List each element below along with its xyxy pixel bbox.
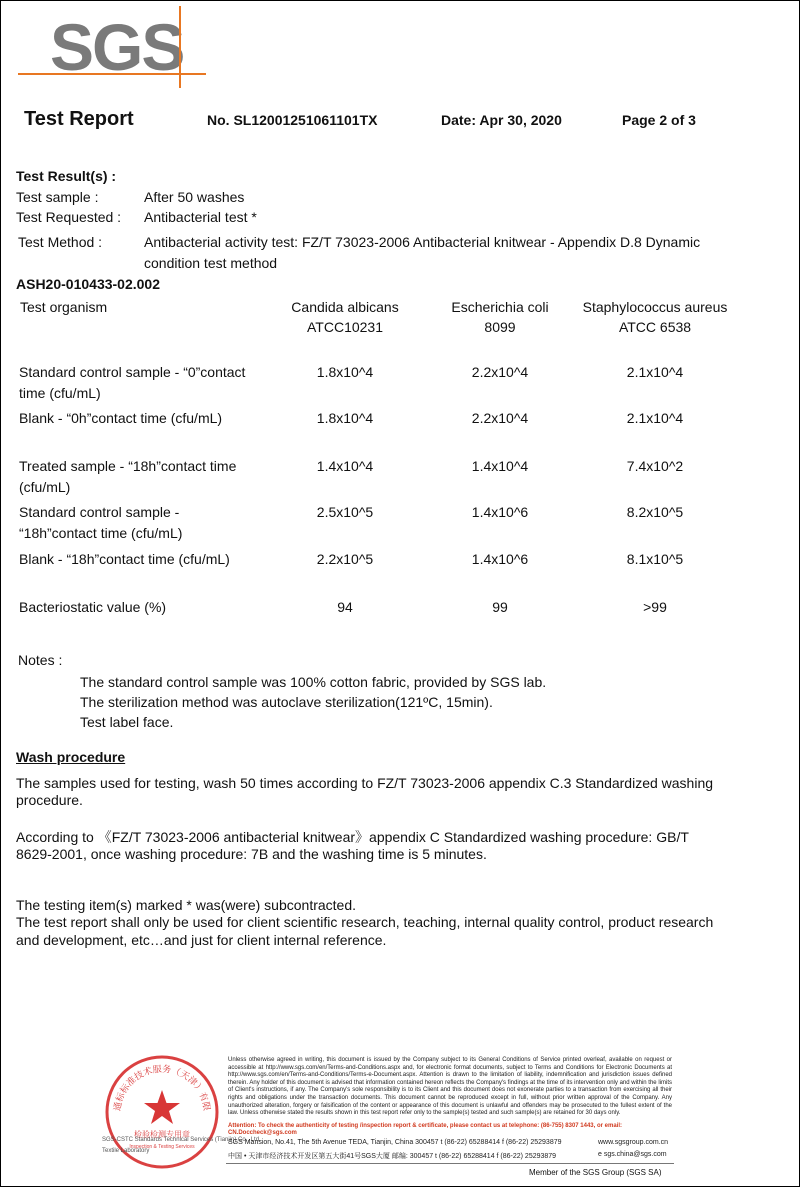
stamp-center-en: Inspection & Testing Services [129,1144,195,1150]
row-label-line-2: “18h”contact time (cfu/mL) [19,525,183,541]
table-cell: 8.2x10^5 [626,504,684,520]
notes-label: Notes : [18,652,63,668]
footer-address-en: SGS Mansion, No.41, The 5th Avenue TEDA, Tianjin, China 300457 t (86-22) 65288414 f (86-22) 25293879 [228,1139,562,1146]
wash-p2-line-1: According to 《FZ/T 73023-2006 antibacterial knitwear》appendix C Standardized washing procedure: GB/T [16,829,689,845]
company-stamp [102,1052,222,1172]
table-cell: 99 [492,599,508,615]
remark-usage-line-2: and development, etc…and just for client internal reference. [16,932,387,948]
method-label: Test Method : [18,234,103,250]
table-cell: 1.4x10^4 [471,458,529,474]
results-heading: Test Result(s) : [16,168,117,184]
table-cell: 94 [337,599,353,615]
footer-member: Member of the SGS Group (SGS SA) [529,1168,662,1177]
table-cell: 1.4x10^4 [316,458,374,474]
method-line-1: Antibacterial activity test: FZ/T 73023-2006 Antibacterial knitwear - Appendix D.8 Dynamic [144,234,701,250]
svg-text:通标标准技术服务（天津）有限公司 [102,1052,212,1112]
table-cell: 2.2x10^4 [471,410,529,426]
table-cell: 8.1x10^5 [626,551,684,567]
row-label-line-2: (cfu/mL) [19,479,71,495]
star-icon [144,1090,180,1124]
footer-address-cn: 中国 • 天津市经济技术开发区第五大街41号SGS大厦 邮编: 300457 t (86-22) 65288414 f (86-22) 25293879 [228,1153,557,1160]
page-number: Page 2 of 3 [622,112,696,128]
organism-name: Escherichia coli [451,299,549,315]
row-label-line-1: Blank - “18h”contact time (cfu/mL) [19,551,230,567]
row-label-line-1: Standard control sample - [19,504,180,520]
table-cell: 1.4x10^6 [471,551,529,567]
table-cell: 1.8x10^4 [316,410,374,426]
col-header-organism: Test organism [20,299,108,315]
table-cell: 2.5x10^5 [316,504,374,520]
row-label-line-1: Treated sample - “18h”contact time [19,458,237,474]
note-item: The sterilization method was autoclave sterilization(121ºC, 15min). [80,694,493,710]
footer-divider [226,1163,674,1164]
wash-p1-line-1: The samples used for testing, wash 50 times according to FZ/T 73023-2006 appendix C.3 Standardized washing [16,775,714,791]
stamp-company-name: SGS-CSTC Standards Technical Services (Tianjin) Co., Ltd. [102,1137,261,1143]
organism-name: Staphylococcus aureus [582,299,728,315]
sgs-logo [14,4,210,90]
stamp-ring-text: 通标标准技术服务（天津）有限 [112,1064,212,1112]
footer-attention: Attention: To check the authenticity of testing /inspection report & certificate, please contact us at telephone: (86-755) 8307 1443, or email: CN.Doccheck@sgs.com [228,1123,622,1136]
row-label-line-1: Bacteriostatic value (%) [19,599,167,615]
row-label-line-1: Standard control sample - “0”contact [19,364,246,380]
table-cell: 2.1x10^4 [626,410,684,426]
report-number: No. SL12001251061101TX [207,112,378,128]
table-cell: 1.4x10^6 [471,504,529,520]
organism-strain: ATCC 6538 [618,319,692,335]
row-label-line-1: Blank - “0h”contact time (cfu/mL) [19,410,223,426]
report-title: Test Report [24,108,134,130]
wash-p1-line-2: procedure. [16,792,83,808]
footer-website: www.sgsgroup.com.cn [598,1139,669,1146]
remark-usage-line-1: The test report shall only be used for client scientific research, teaching, internal quality control, product research [16,914,714,930]
table-cell: 2.2x10^5 [316,551,374,567]
requested-value: Antibacterial test * [144,209,257,225]
logo-text: SGS [50,10,184,84]
table-cell: 1.8x10^4 [316,364,374,380]
note-item: Test label face. [80,714,174,730]
remark-subcontracted: The testing item(s) marked * was(were) subcontracted. [16,897,357,913]
sample-id: ASH20-010433-02.002 [16,276,160,292]
method-line-2: condition test method [144,255,278,271]
sample-label: Test sample : [16,189,99,205]
table-cell: 2.1x10^4 [626,364,684,380]
organism-strain: 8099 [484,319,516,335]
organism-name: Candida albicans [291,299,399,315]
wash-p2-line-2: 8629-2001, once washing procedure: 7B and the washing time is 5 minutes. [16,846,487,862]
table-cell: 2.2x10^4 [471,364,529,380]
report-date: Date: Apr 30, 2020 [441,112,562,128]
organism-strain: ATCC10231 [306,319,384,335]
footer-disclaimer: Unless otherwise agreed in writing, this document is issued by the Company subject to its General Conditions of Service printed overleaf, available on request or accessible at http://www.sgs.com/en/Terms-and-Conditions.aspx and, for electronic format documents, subject to Terms and Conditions for Electronic Documents at http://www.sgs.com/en/Terms-and-Conditions/Terms-e-Document.aspx. Attention is drawn to the limitation of liability, indemnification and jurisdiction issues defined therein. Any holder of this document is advised that information contained hereon reflects the Company's findings at the time of its intervention only and within the limits of Client's instructions, if any. The Company's sole responsibility is to its Client and this document does not exonerate parties to a transaction from exercising all their rights and obligations under the transaction documents. This document cannot be reproduced except in full, without prior written approval of the Company. Any unauthorized alteration, forgery or falsification of the content or appearance of this document is unlawful and offenders may be prosecuted to the fullest extent of the law. Unless otherwise stated the results shown in this test report refer only to the sample(s) tested and such sample(s) are retained for 30 days only. [228,1057,672,1117]
stamp-center-cn: 检验检测专用章 [134,1130,190,1139]
table-cell: >99 [643,599,667,615]
note-item: The standard control sample was 100% cotton fabric, provided by SGS lab. [80,674,547,690]
footer-email: e sgs.china@sgs.com [598,1151,667,1158]
requested-label: Test Requested : [16,209,122,225]
table-cell: 7.4x10^2 [626,458,684,474]
wash-heading: Wash procedure [16,749,126,765]
stamp-lab-name: Textile Laboratory [102,1148,150,1154]
row-label-line-2: time (cfu/mL) [19,385,101,401]
sample-value: After 50 washes [144,189,245,205]
